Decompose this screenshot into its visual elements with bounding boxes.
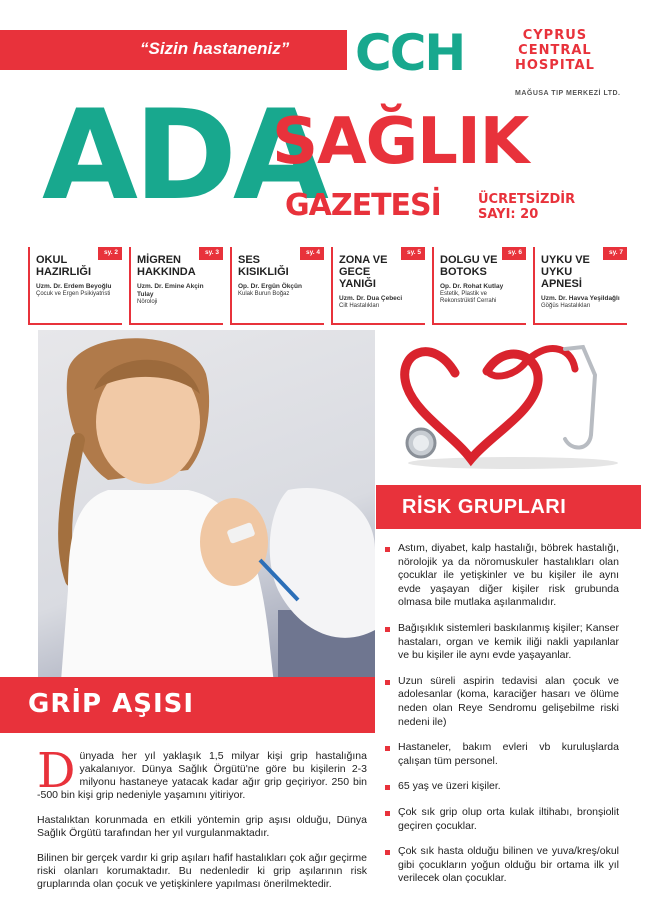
vaccination-illustration [38,330,375,720]
topic-page: sy. 4 [300,247,324,260]
article-heading-band [0,677,375,733]
topic-title: DOLGU VE BOTOKS [440,254,498,278]
logo-name-line: CENTRAL [518,43,592,58]
topic-card[interactable] [432,247,526,325]
hospital-logo [355,24,645,104]
logo-name [515,28,595,73]
topic-department: Göğüs Hastalıkları [541,303,591,309]
risk-item: Çok sık grip olup orta kulak iltihabı, bronşiolit geçiren çocuklar. [384,806,619,833]
article-paragraph-text: ünyada her yıl yaklaşık 1,5 milyar kişi grip hastalığına yakalanıyor. Dünya Sağlık Örgütü'ne göre bu kişilerin 2-3 milyonu hastaneye yatacak kadar ağır grip geçiriyor. 250 bin -500 bin kişi grip nedeniyle yaşamını yitiriyor. [37,750,367,801]
masthead-gazetesi: GAZETESİ [285,188,441,223]
topic-title: SES KISIKLIĞI [238,254,289,278]
topic-department: Çocuk ve Ergen Psikiyatristi [36,291,111,297]
masthead-saglik: SAĞLIK [272,105,529,179]
article-paragraph [37,743,367,802]
risk-groups-heading [376,485,641,529]
risk-item: 65 yaş ve üzeri kişiler. [384,780,619,794]
issue-info [478,192,575,222]
topic-card[interactable] [129,247,223,325]
issue-number: SAYI: 20 [478,207,539,222]
logo-letters: CCH [355,24,465,82]
logo-name-line: HOSPITAL [515,58,595,73]
topics-strip [28,247,630,325]
topic-page: sy. 6 [502,247,526,260]
risk-item: Uzun süreli aspirin tedavisi alan çocuk ve adolesanlar (koma, karaciğer hasarı ve ölüme neden olan Reye Sendromu gelişebilme riski nedeni ile) [384,675,619,729]
topic-title: OKUL HAZIRLIĞI [36,254,91,278]
risk-item: Hastaneler, bakım evleri vb kuruluşlarda çalışan tüm personel. [384,741,619,768]
risk-item: Çok sık hasta olduğu bilinen ve yuva/kreş/okul gibi çocukların yoğun olduğu bir ortama ilk yıl verilecek olan çocuklar. [384,845,619,886]
topic-doctor: Uzm. Dr. Emine Akçin Tulay [137,283,204,298]
topic-title: UYKU VE UYKU APNESİ [541,254,590,290]
article-body [37,743,367,903]
topic-title: MİGREN HAKKINDA [137,254,196,278]
vaccination-photo [38,330,375,720]
topic-department: Estetik, Plastik ve Rekonstrüktif Cerrahi [440,291,497,304]
topic-doctor: Op. Dr. Rohat Kutlay [440,283,504,290]
topic-title: ZONA VE GECE YANIĞI [339,254,388,290]
topic-department: Kulak Burun Boğaz [238,291,290,297]
topic-card[interactable] [331,247,425,325]
slogan: “Sizin hastaneniz” [140,39,290,58]
risk-item: Bağışıklık sistemleri baskılanmış kişiler; Kanser hastaları, organ ve kemik iliği nakli yapılanlar ve bu kişiler ile aynı evde yaşayanlar. [384,622,619,663]
stethoscope-heart-icon [395,335,625,470]
drop-cap: D [37,743,76,799]
topic-card[interactable] [230,247,324,325]
risk-item: Astım, diyabet, kalp hastalığı, böbrek hastalığı, nörolojik ya da nöromuskuler hastalıkları olan çocuklar ile yetişkinler ve bu kişiler ile aynı evde yaşayan diğer kişiler risk grubunda olmasa bile mutlaka aşılanmalıdır. [384,542,619,610]
topic-card[interactable] [533,247,627,325]
topic-doctor: Uzm. Dr. Dua Çebeci [339,295,403,302]
masthead-ada: ADA [42,84,325,228]
topic-page: sy. 7 [603,247,627,260]
topic-department: Nöroloji [137,299,158,305]
topic-card[interactable] [28,247,122,325]
topic-doctor: Op. Dr. Ergün Ökçün [238,283,302,290]
topic-department: Cilt Hastalıkları [339,303,380,309]
topic-page: sy. 3 [199,247,223,260]
article-heading: GRİP AŞISI [28,689,195,719]
logo-subtitle: MAĞUSA TIP MERKEZİ LTD. [515,90,621,97]
topic-page: sy. 2 [98,247,122,260]
topic-doctor: Uzm. Dr. Havva Yeşildağlı [541,295,620,302]
topic-doctor: Uzm. Dr. Erdem Beyoğlu [36,283,112,290]
article-paragraph: Hastalıktan korunmada en etkili yöntemin grip aşısı olduğu, Dünya Sağlık Örgütü tarafından her yıl vurgulanmaktadır. [37,814,367,839]
risk-groups-list [384,542,619,898]
risk-heading-text: RİSK GRUPLARI [402,496,567,518]
topic-page: sy. 5 [401,247,425,260]
logo-name-line: CYPRUS [522,28,588,43]
free-label: ÜCRETSİZDİR [478,192,576,207]
article-paragraph: Bilinen bir gerçek vardır ki grip aşıları hafif hastalıkları çok ağır geçirme riski olanları korumaktadır. Bu nedenledir ki grip aşılarının risk gruplarında olan çocuk ve yetişkinlere yapılması önerilmektedir. [37,852,367,890]
